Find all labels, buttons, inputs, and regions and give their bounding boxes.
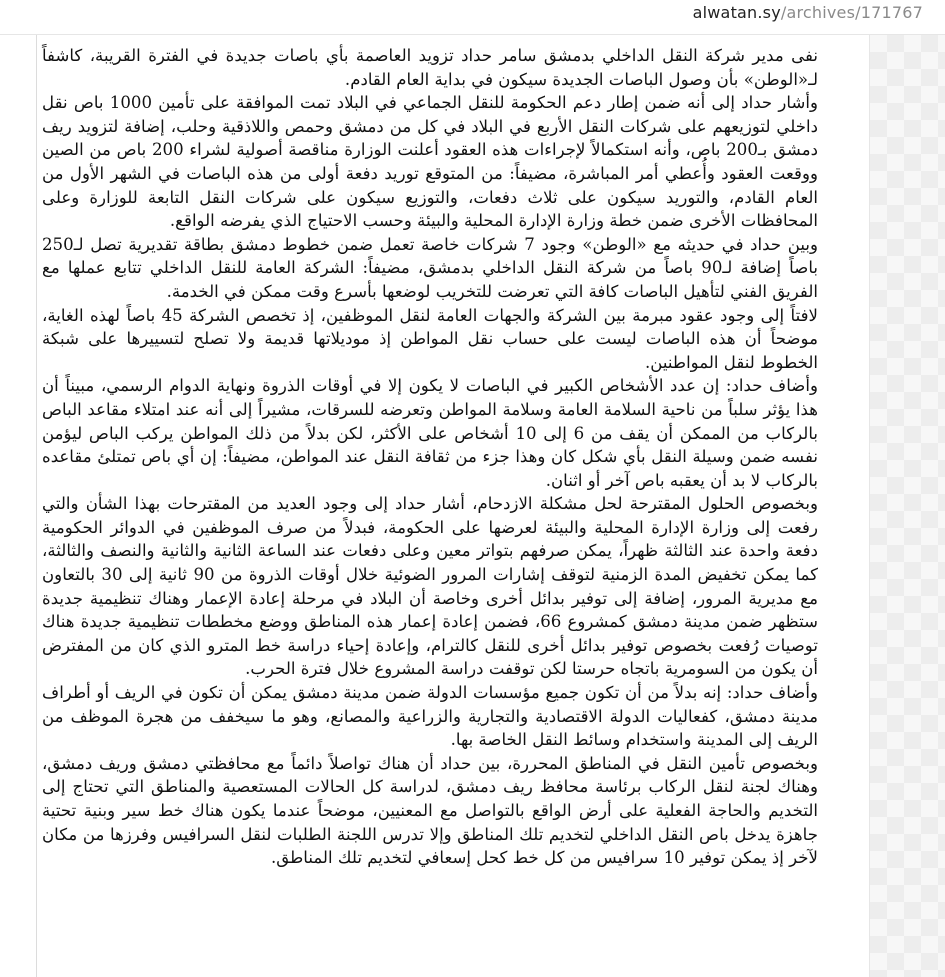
decorative-side-pattern xyxy=(869,35,945,977)
article-paragraph: وبخصوص تأمين النقل في المناطق المحررة، بين حداد أن هناك تواصلاً دائماً مع محافظتي دمشق وريف دمشق، وهناك لجنة لنقل الركاب برئاسة محافظ ريف دمشق، لدراسة كل الحالات المستعصية والمناطق التي تحتاج إلى التخديم والحاجة الفعلية على أرض الواقع بالتواصل مع المعنيين، موضحاً عندما يكون هناك خط سير وبنية تحتية جاهزة يدخل باص النقل الداخلي لتخديم تلك المناطق وإلا تدرس اللجنة الطلبات لنقل السرافيس وفرزها من مكان لآخر إذ يمكن توفير 10 سرافيس من كل خط كحل إسعافي لتخديم تلك المناطق. xyxy=(42,753,818,868)
article-paragraph: وأضاف حداد: إنه بدلاً من أن تكون جميع مؤسسات الدولة ضمن مدينة دمشق يمكن أن تكون في الريف أو أطراف مدينة دمشق، كفعاليات الدولة الاقتصادية والتجارية والزراعية والمصانع، وهو ما سيخفف من هجرة الموظف من الريف إلى المدينة واستخدام وسائط النقل الخاصة بها. xyxy=(42,683,818,750)
url-text[interactable] xyxy=(693,3,923,22)
article-paragraph: نفى مدير شركة النقل الداخلي بدمشق سامر حداد تزويد العاصمة بأي باصات جديدة في الفترة القريبة، كاشفاً لـ«الوطن» بأن وصول الباصات الجديدة سيكون في بداية العام القادم. xyxy=(42,46,818,89)
url-path: /archives/171767 xyxy=(780,3,923,22)
address-bar[interactable] xyxy=(0,0,945,35)
article-paragraph: وأشار حداد إلى أنه ضمن إطار دعم الحكومة للنقل الجماعي في البلاد تمت الموافقة على تأمين 1000 باص نقل داخلي لتوزيعهم على شركات النقل الأربع في البلاد في كل من دمشق وحمص واللاذقية وحلب، إضافة لتزويد ريف دمشق بـ200 باص، وأنه استكمالاً لإجراءات هذه العقود أعلنت الوزارة مناقصة أصولية لشراء 200 باص من الصين ووقعت العقود وأُعطي أمر المباشرة، مضيفاً: من المتوقع توريد دفعة أولى من هذه الباصات في الشهر الأول من العام القادم، والتوريد سيكون على ثلاث دفعات، والتوزيع سيكون على شركات النقل التابعة للوزارة وعلى المحافظات الأخرى ضمن خطة وزارة الإدارة المحلية والبيئة وحسب الاحتياج الذي يفرضه الواقع. xyxy=(42,93,818,231)
article-body xyxy=(42,44,818,870)
url-domain: alwatan.sy xyxy=(692,3,781,22)
article-paragraph: لافتاً إلى وجود عقود مبرمة بين الشركة والجهات العامة لنقل الموظفين، إذ تخصص الشركة 45 باصاً لهذه الغاية، موضحاً أن هذه الباصات ليست على حساب نقل المواطن إذ موديلاتها قديمة ولا تصلح لتسييرها على شبكة الخطوط لنقل المواطنين. xyxy=(42,305,818,372)
article-paragraph: وبخصوص الحلول المقترحة لحل مشكلة الازدحام، أشار حداد إلى وجود العديد من المقترحات بهذا الشأن والتي رفعت إلى وزارة الإدارة المحلية والبيئة لعرضها على الحكومة، فبدلاً من صرف الموظفين في الدوائر الحكومية دفعة واحدة عند الثالثة ظهراً، يمكن صرفهم بتواتر معين وعلى دفعات عند الساعة الثانية والثانية والنصف والثالثة، كما يمكن تخفيض المدة الزمنية لتوقف إشارات المرور الضوئية خلال أوقات الذروة من 90 ثانية إلى 30 بالتعاون مع مديرية المرور، إضافة إلى توفير بدائل أخرى وخاصة أن البلاد في مرحلة إعادة الإعمار وهناك تنظيمية جديدة ستظهر ضمن مدينة دمشق كمشروع 66، فضمن إعادة إعمار هذه المناطق ووضع مخططات تنظيمية جديدة هناك توصيات رُفعت بخصوص توفير بدائل أخرى للنقل كالترام، وإعادة إحياء دراسة خط المترو الذي كان من المفترض أن يكون من السومرية باتجاه حرستا لكن توقفت دراسة المشروع خلال فترة الحرب. xyxy=(42,494,818,679)
article-paragraph: وبين حداد في حديثه مع «الوطن» وجود 7 شركات خاصة تعمل ضمن خطوط دمشق بطاقة تقديرية تصل لـ250 باصاً إضافة لـ90 باصاً من شركة النقل الداخلي بدمشق، مضيفاً: الشركة العامة للنقل الداخلي تتابع عملها مع الفريق الفني لتأهيل الباصات كافة التي تعرضت للتخريب لوضعها بأسرع وقت ممكن في الخدمة. xyxy=(42,234,819,301)
article-paragraph: وأضاف حداد: إن عدد الأشخاص الكبير في الباصات لا يكون إلا في أوقات الذروة ونهاية الدوام الرسمي، مبيناً أن هذا يؤثر سلباً من ناحية السلامة العامة وسلامة المواطن وتعرضه للسرقات، مشيراً إلى أنه عند امتلاء مقاعد الباص بالركاب من الممكن أن يقف من 6 إلى 10 أشخاص على الأكثر، لكن بدلاً من ذلك المواطن يركب الباص ليؤمن نفسه ضمن وسيلة النقل بأي شكل كان وهذا جزء من ثقافة النقل عند المواطن، مضيفاً: إن أي باص تمتلئ مقاعده بالركاب لا بد أن يعقبه باص آخر أو اثنان. xyxy=(42,376,819,490)
left-margin xyxy=(0,35,37,977)
